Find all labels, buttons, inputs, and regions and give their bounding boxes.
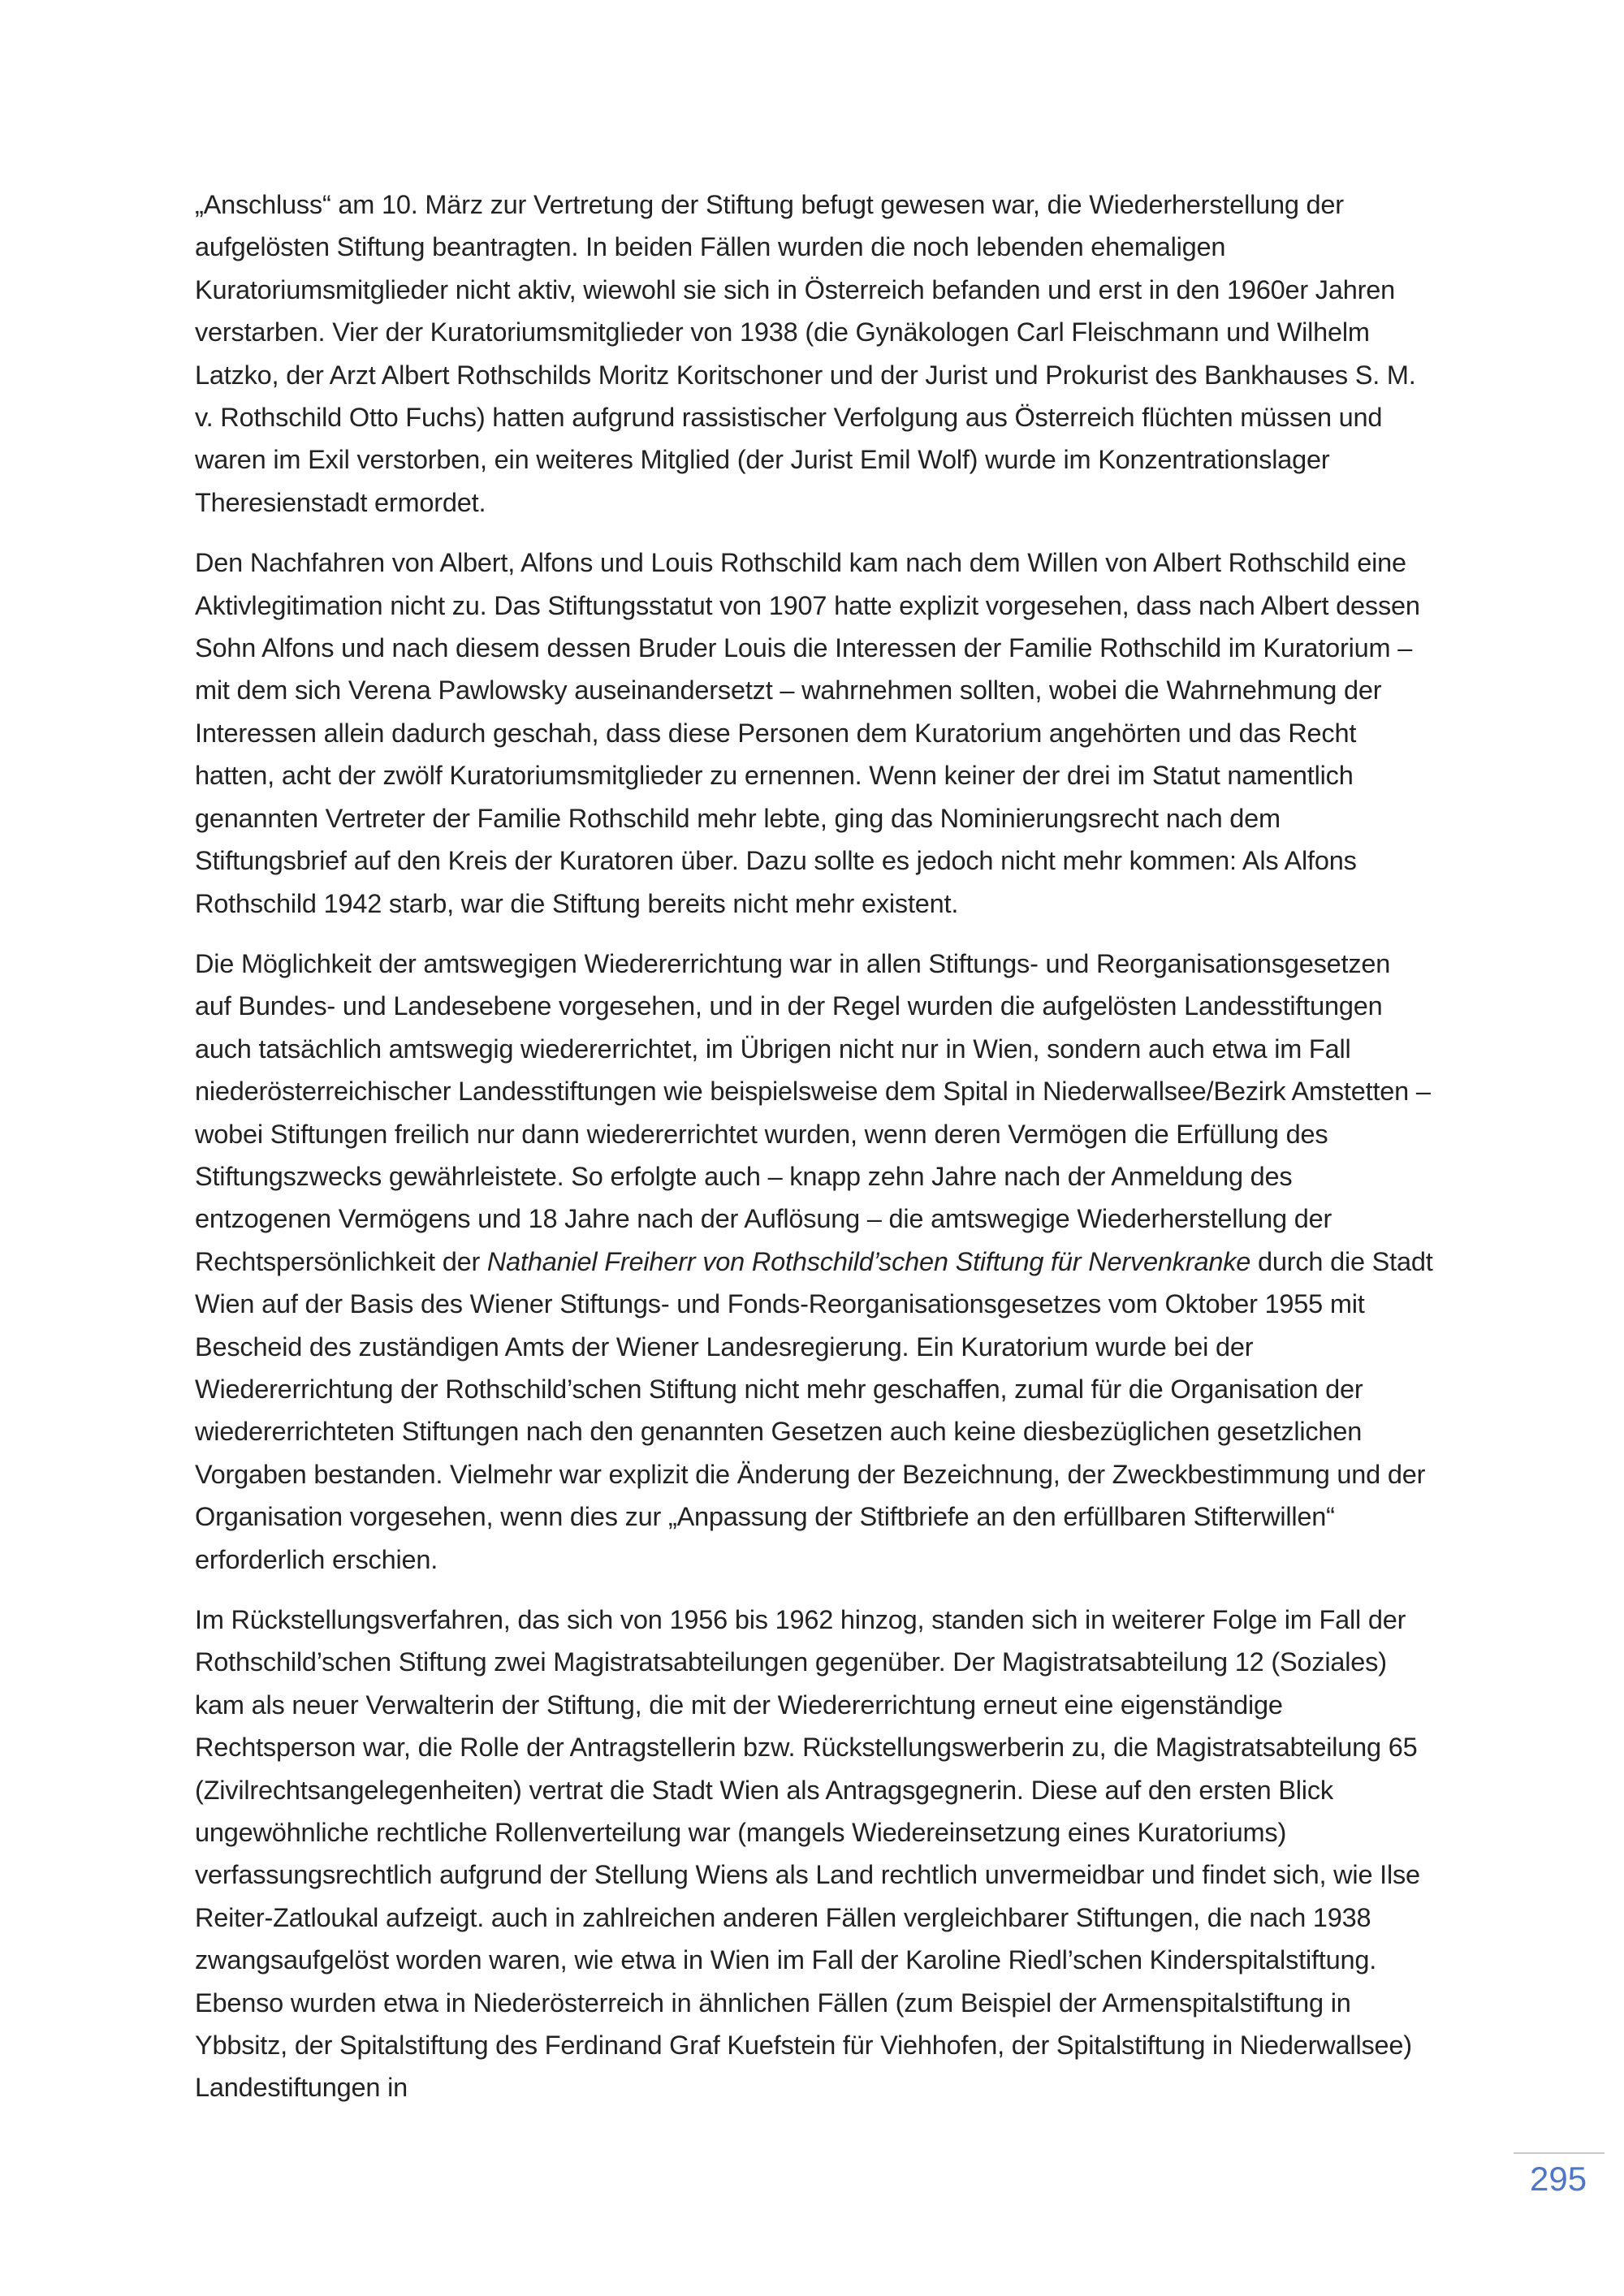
paragraph-2-text: Den Nachfahren von Albert, Alfons und Louis Rothschild kam nach dem Willen von Albert Rothschild eine Aktivlegitimation nicht zu. Das Stiftungsstatut von 1907 hatte explizit vorgesehen, dass nach Albert dessen Sohn Alfons und nach diesem dessen Bruder Louis die Interessen der Familie Rothschild im Kuratorium – mit dem sich Verena Pawlowsky auseinandersetzt – wahrnehmen sollten, wobei die Wahrnehmung der Interessen allein dadurch geschah, dass diese Personen dem Kuratorium angehörten und das Recht hatten, acht der zwölf Kuratoriumsmitglieder zu ernennen. Wenn keiner der drei im Statut namentlich genannten Vertreter der Familie Rothschild mehr lebte, ging das Nominierungsrecht nach dem Stiftungsbrief auf den Kreis der Kuratoren über. Dazu sollte es jedoch nicht mehr kommen: Als Alfons Rothschild 1942 starb, war die Stiftung bereits nicht mehr existent. xyxy=(195,548,1420,918)
body-text xyxy=(195,183,1433,2127)
paragraph-2 xyxy=(195,542,1433,925)
paragraph-3 xyxy=(195,943,1433,1581)
page-number-rule xyxy=(1514,2152,1605,2154)
paragraph-4-text: Im Rückstellungsverfahren, das sich von 1956 bis 1962 hinzog, standen sich in weiterer Folge im Fall der Rothschild’schen Stiftung zwei Magistratsabteilungen gegenüber. Der Magistratsabteilung 12 (Soziales) kam als neuer Verwalterin der Stiftung, die mit der Wiedererrichtung erneut eine eigenständige Rechtsperson war, die Rolle der Antragstellerin bzw. Rückstellungswerberin zu, die Magistratsabteilung 65 (Zivilrechtsangelegenheiten) vertrat die Stadt Wien als Antragsgegnerin. Diese auf den ersten Blick ungewöhnliche rechtliche Rollenverteilung war (mangels Wiedereinsetzung eines Kuratoriums) verfassungsrechtlich aufgrund der Stellung Wiens als Land rechtlich unvermeidbar und findet sich, wie Ilse Reiter-Zatloukal aufzeigt. auch in zahlreichen anderen Fällen vergleichbarer Stiftungen, die nach 1938 zwangsaufgelöst worden waren, wie etwa in Wien im Fall der Karoline Riedl’schen Kinderspitalstiftung. Ebenso wurden etwa in Niederösterreich in ähnlichen Fällen (zum Beispiel der Armenspitalstiftung in Ybbsitz, der Spitalstiftung des Ferdinand Graf Kuefstein für Viehhofen, der Spitalstiftung in Niederwallsee) Landestiftungen in xyxy=(195,1605,1420,2103)
page-number: 295 xyxy=(1530,2160,1587,2198)
paragraph-1-text: „Anschluss“ am 10. März zur Vertretung der Stiftung befugt gewesen war, die Wiederherstellung der aufgelösten Stiftung beantragten. In beiden Fällen wurden die noch lebenden ehemaligen Kuratoriumsmitglieder nicht aktiv, wiewohl sie sich in Österreich befanden und erst in den 1960er Jahren verstarben. Vier der Kuratoriumsmitglieder von 1938 (die Gynäkologen Carl Fleischmann und Wilhelm Latzko, der Arzt Albert Rothschilds Moritz Koritschoner und der Jurist und Prokurist des Bankhauses S. M. v. Rothschild Otto Fuchs) hatten aufgrund rassistischer Verfolgung aus Österreich flüchten müssen und waren im Exil verstorben, ein weiteres Mitglied (der Jurist Emil Wolf) wurde im Konzentrationslager Theresienstadt ermordet. xyxy=(195,190,1416,517)
paragraph-3-italic-title: Nathaniel Freiherr von Rothschild’schen Stiftung für Nervenkranke xyxy=(486,1246,1251,1276)
paragraph-3-text-b: durch die Stadt Wien auf der Basis des Wiener Stiftungs- und Fonds-Reorganisationsgesetzes vom Oktober 1955 mit Bescheid des zuständigen Amts der Wiener Landesregierung. Ein Kuratorium wurde bei der Wiedererrichtung der Rothschild’schen Stiftung nicht mehr geschaffen, zumal für die Organisation der wiedererrichteten Stiftungen nach den genannten Gesetzen auch keine diesbezüglichen gesetzlichen Vorgaben bestanden. Vielmehr war explizit die Änderung der Bezeichnung, der Zweckbestimmung und der Organisation vorgesehen, wenn dies zur „Anpassung der Stiftbriefe an den erfüllbaren Stifterwillen“ erforderlich erschien. xyxy=(195,1246,1433,1574)
paragraph-1 xyxy=(195,183,1433,524)
paragraph-4 xyxy=(195,1599,1433,2109)
paragraph-3-text-a: Die Möglichkeit der amtswegigen Wiedererrichtung war in allen Stiftungs- und Reorganisationsgesetzen auf Bundes- und Landesebene vorgesehen, und in der Regel wurden die aufgelösten Landesstiftungen auch tatsächlich amtswegig wiedererrichtet, im Übrigen nicht nur in Wien, sondern auch etwa im Fall niederösterreichischer Landesstiftungen wie beispielsweise dem Spital in Niederwallsee/Bezirk Amstetten – wobei Stiftungen freilich nur dann wiedererrichtet wurden, wenn deren Vermögen die Erfüllung des Stiftungszwecks gewährleistete. So erfolgte auch – knapp zehn Jahre nach der Anmeldung des entzogenen Vermögens und 18 Jahre nach der Auflösung – die amtswegige Wiederherstellung der Rechtspersönlichkeit der xyxy=(195,948,1431,1276)
